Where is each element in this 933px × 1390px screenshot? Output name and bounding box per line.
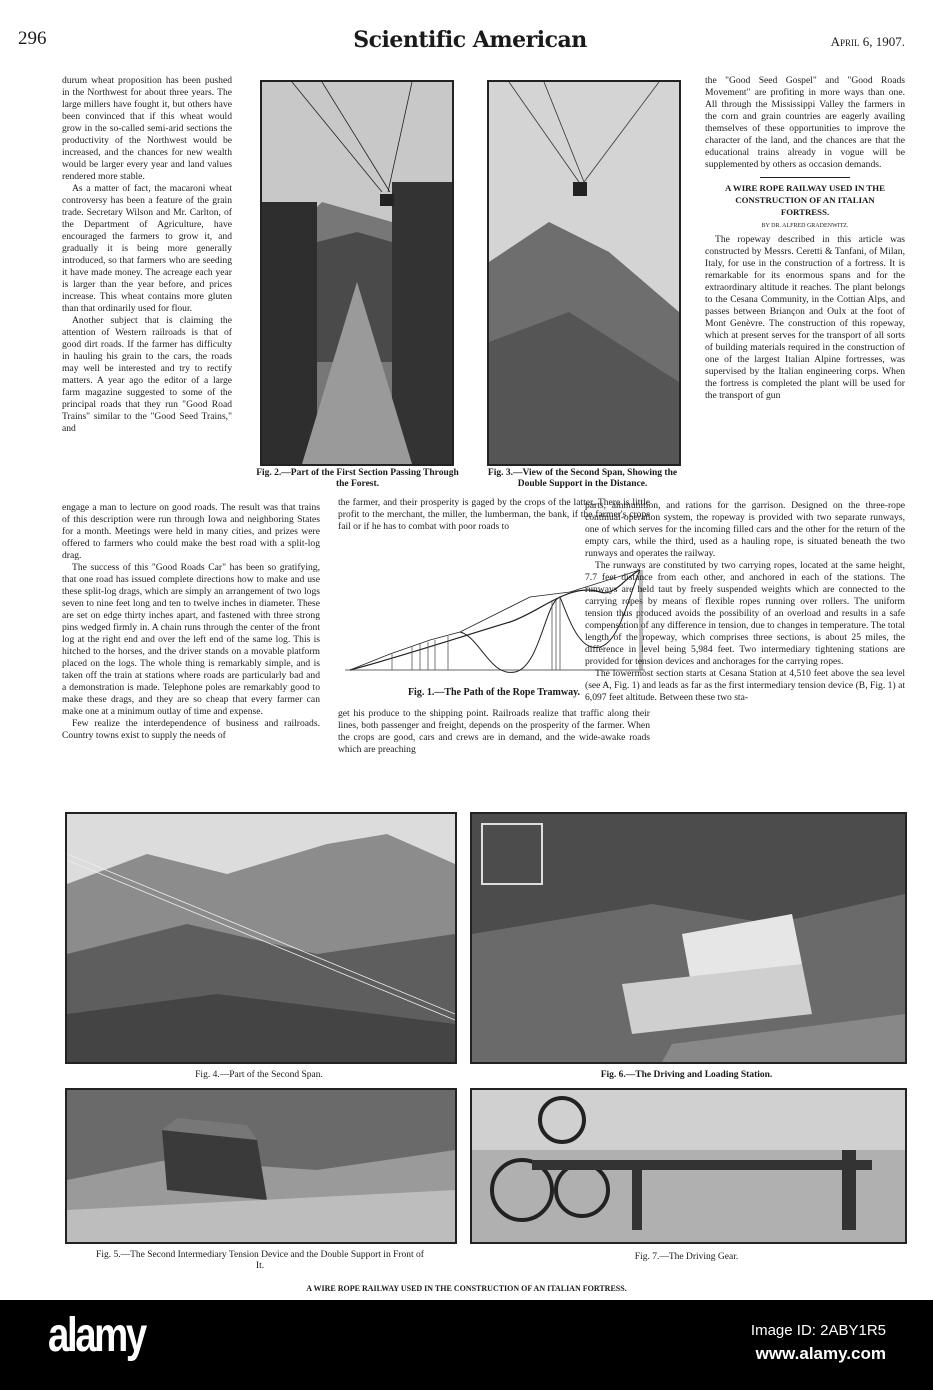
fig4-second-span-photo [65, 812, 457, 1064]
fig2-forest-photo [260, 80, 454, 466]
paragraph: engage a man to lecture on good roads. The result was that trains of this description were run through Iowa and neighboring States for a month. Meetings were held in many cities, and prizes were offered to farmers who could make the best road with a split-log drag. [62, 502, 320, 561]
fig5-caption: Fig. 5.—The Second Intermediary Tension Device and the Double Support in Front of It. [96, 1250, 424, 1271]
paragraph: the "Good Seed Gospel" and "Good Roads Movement" are profiting in more ways than one. All through the Mississippi Valley the farmers in the corn and grain countries are eagerly availing themselves of these opportunities to improve the character of the land, and the chances are that the educational trains already in vogue will be supplemented by others as occasion demands. [705, 75, 905, 170]
fig3-caption: Fig. 3.—View of the Second Span, Showing the Double Support in the Distance. [487, 468, 678, 489]
byline: BY DR. ALFRED GRADENWITZ. [761, 223, 849, 229]
middle-bottom-text [338, 708, 650, 756]
alamy-url: www.alamy.com [755, 1344, 886, 1363]
plate-caption: A WIRE ROPE RAILWAY USED IN THE CONSTRUCTION OF AN ITALIAN FORTRESS. [306, 1284, 627, 1293]
fig2-caption: Fig. 2.—Part of the First Section Passing Through the Forest. [256, 468, 459, 489]
fig1-caption: Fig. 1.—The Path of the Rope Tramway. [407, 687, 581, 698]
fig6-loading-station-photo [470, 812, 907, 1064]
section-divider [760, 177, 850, 178]
image-id: Image ID: 2ABY1R5 [750, 1322, 886, 1339]
alamy-logo: alamy [48, 1309, 145, 1362]
fig6-caption: Fig. 6.—The Driving and Loading Station. [600, 1070, 773, 1080]
fig3-mountain-photo [487, 80, 681, 466]
fig7-caption: Fig. 7.—The Driving Gear. [634, 1252, 739, 1262]
paragraph: get his produce to the shipping point. Railroads realize that traffic along their lines, both passenger and freight, depends on the prosperity of the farmer. When the crops are good, cars and crews are in demand, and the wide-awake roads which are preaching [338, 708, 650, 755]
paragraph: The lowermost section starts at Cesana Station at 4,510 feet above the sea level (see A, Fig. 1) and leads as far as the first intermediary tension device (B, Fig. 1) at 6,097 feet altitude. Between these two sta- [585, 668, 905, 703]
fig5-tension-device-photo [65, 1088, 457, 1244]
paragraph: durum wheat proposition has been pushed in the Northwest for about three years. The large millers have fought it, but others have been convinced that if this wheat would grow in the so-called semi-arid sections the productivity of the Northwest would be increased, and the chances for new wealth would be larger every year and land values rendered more stable. [62, 75, 232, 182]
paragraph: Few realize the interdependence of business and railroads. Country towns exist to supply the needs of [62, 718, 320, 741]
paragraph: As a matter of fact, the macaroni wheat controversy has been a feature of the grain trade. Secretary Wilson and Mr. Carlton, of the Department of Agriculture, have encouraged the farmers to grow it, and gradually it is being more generally introduced, so that farmers who are seeding it have made money. The acreage each year is larger than the year before, and prices increase. This wheat contains more gluten than that ordinarily used for flour. [62, 183, 232, 314]
watermark-banner [0, 1300, 933, 1390]
paragraph: The success of this "Good Roads Car" has been so gratifying, that one road has issued complete directions how to make and use these split-log drags, which are simply an arrangement of two logs seven to nine feet long and ten to twelve inches in diameter. These are set on edge thirty inches apart, and fastened with three strong pins wedged firmly in. A chain runs through the center of the front log at the right end and over the left end of the same log. This is hitched to the horses, and the driver stands on a movable platform placed on the logs. The whole thing is remarkably simple, and is taken off the train at stations where roads are particularly bad and a demonstration is made. Telephone poles are remarkably good to make these drags, and they are so cheap that every farmer can make one at a minimum outlay of time and expense. [62, 562, 320, 717]
issue-date: April 6, 1907. [830, 34, 905, 49]
masthead: Scientific American [353, 27, 587, 53]
article-title: A WIRE ROPE RAILWAY USED IN THE CONSTRUCTION OF AN ITALIAN FORTRESS. [724, 183, 886, 217]
page-number: 296 [18, 28, 47, 49]
left-wide-column [62, 502, 320, 742]
paragraph: The runways are constituted by two carrying ropes, located at the same height, 7.7 feet distance from each other, and anchored in each of the stations. The runways are held taut by freely suspended weights which are connected to the carrying ropes by means of flexible ropes running over rollers. The uniform tension thus produced avoids the possibility of an overload and results in a safe compensation of any difference in tension, due to changes in temperature. The total length of the ropeway, which comprises three sections, is about 25 miles, the difference in level being 5,984 feet. Two intermediary tightening stations are provided for tension devices and anchorages for the carrying ropes. [585, 560, 905, 667]
paragraph: Another subject that is claiming the attention of Western railroads is that of good dirt roads. If the farmer has difficulty in hauling his grain to the cars, the roads may well be interested and try to rectify matters. A year ago the editor of a large farm magazine suggested to some of the principal roads that they run "Good Road Trains" similar to the "Good Seed Trains," and [62, 315, 232, 434]
right-wide-column [585, 500, 905, 704]
paragraph: parts, ammunition, and rations for the garrison. Designed on the three-rope continual-operation system, the ropeway is provided with two separate runways, one of which serves for the incoming filled cars and the other for the return of the empty cars, while the third, used as a hauling rope, is situated beneath the two runways and operates the railway. [585, 500, 905, 559]
left-column [62, 75, 232, 435]
paragraph: the farmer, and their prosperity is gaged by the crops of the latter. There is little profit to the merchant, the miller, the lumberman, the bank, if the farmer's crops fail or if he has to combat with poor roads to [338, 497, 650, 532]
right-column [705, 75, 905, 402]
fig4-caption: Fig. 4.—Part of the Second Span. [195, 1070, 323, 1080]
fig7-driving-gear-photo [470, 1088, 907, 1244]
paragraph: The ropeway described in this article was constructed by Messrs. Ceretti & Tanfani, of Milan, Italy, for use in the construction of a fortress. It is remarkable for its enormous spans and for the extraordinary altitude it reaches. The plant belongs to the Cesana Community, in the Cottian Alps, and passes between Briançon and Oulx at the foot of Mont Genèvre. The construction of this ropeway, which at present serves for the transport of all sorts of building materials required in the construction of one of the largest Italian Alpine fortresses, was supervised by the Italian engineering corps. When the fortress is completed the plant will be used for the transport of gun [705, 234, 905, 401]
